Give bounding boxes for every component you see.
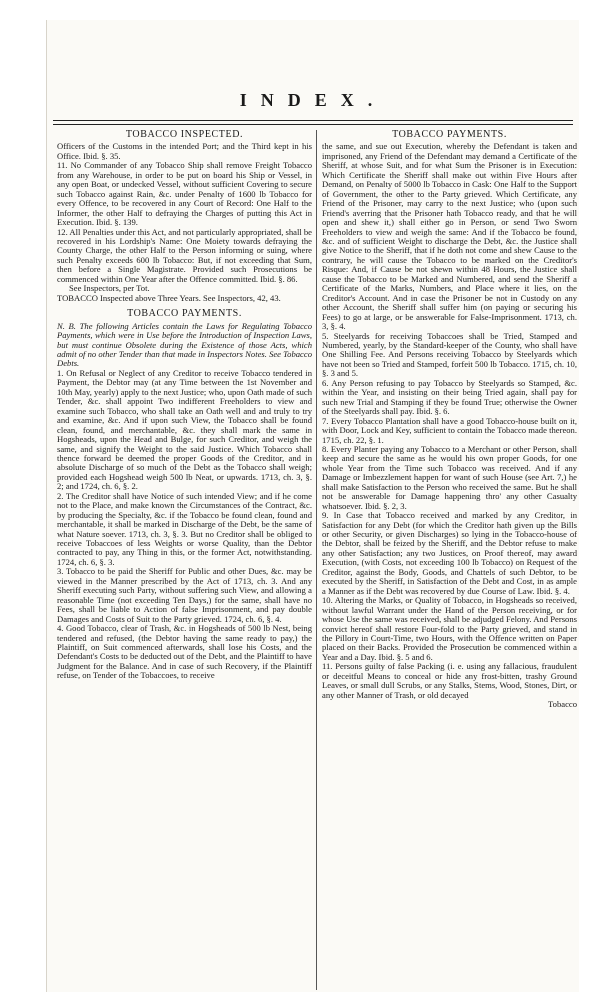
section-heading-tobacco-payments-cont: TOBACCO PAYMENTS. [392,129,507,140]
page-header-title: INDEX. [239,90,387,110]
paragraph: 11. No Commander of any Tobacco Ship shall remove Freight Tobacco from any Warehouse, in order to be put on board his Ship or Vessel, in any open Boat, or undecked Vessel, without sufficient Covering to secure such Tobacco against Rain, &c. under Penalty of 1600 lb Tobacco for every Offence, to be recovered in any Court of Record: One Half to the Informer, the other Half to defraying the Charges of putting this Act in Execution. Ibid. §. 139. [57,160,312,228]
section-heading-tobacco-payments: TOBACCO PAYMENTS. [127,308,242,320]
cross-reference: TOBACCO Inspected above Three Years. See Inspectors, 42, 43. [57,292,281,303]
article-4-continued: the same, and sue out Execution, whereby the Defendant is taken and imprisoned, any Friend of the Defendant may demand a Certificate of the Sheriff, at whose Suit, and for what Sum the Prisoner is in Execution: Which Certificate the Sheriff shall make out within Five Hours after Demand, on Penalty of 5000 lb Tobacco in Cask: One Half to the Support of Government, the other to the Party grieved. Which Certificate, any Friend of the Prisoner, may carry to the next Justice; who (upon such Friend's averring that the Prisoner hath Tobacco ready, and that he will open and shew it,) shall either go in Person, or send Two Sworn Freeholders to view and weigh the same: And if the Tobacco be found, &c. and of sufficient Weight to discharge the Debt, &c. the Justice shall give Notice to the Sheriff, that if he doth not come and shew Cause to the contrary, he will cause the Tobacco to be marked on the Creditor's Risque: And, if Cause be not shewn within 48 Hours, the Justice shall cause the Tobacco to be Marked and Numbered, and send the Sheriff a Certificate of the Marks, Numbers, and Place where it lies, on the Creditor's Account. And in case the Prisoner be not in Custody on any other Account, the Sheriff shall suffer him (on paying or securing his Fees) to go at large, or be answerable for False-Imprisonment. 1713, ch. 3, §. 4. [322,141,577,332]
article-9: 9. In Case that Tobacco received and marked by any Creditor, in Satisfaction for any Debt (for which the Creditor hath given up the Bills or other Security, or given Discharges) so lying in the Tobacco-house of the Debtor, shall be feized by the Sheriff, and the Debtor refuse to make any other Satisfaction; any two Justices, on Proof thereof, may award Execution, (with Costs, not exceeding 100 lb Tobacco) on Request of the Creditor, against the Body, Goods, and Chattels of such Debtor, to be executed by the Sheriff, in Satisfaction of the Debt and Cost, in as ample a Manner as if the Debt was recovered by due Course of Law. Ibid. §. 4. [322,510,577,596]
left-column [57,130,312,681]
article-6: 6. Any Person refusing to pay Tobacco by Steelyards so Stamped, &c. within the Year, and insisting on their being Tried again, shall pay for such new Trial and Stamping if they be found True; otherwise the Owner of the Steelyards shall pay. Ibid. §. 6. [322,377,577,417]
index-page [46,20,579,992]
section-heading-tobacco-inspected: TOBACCO INSPECTED. [125,129,244,140]
paragraph: 12. All Penalties under this Act, and not particularly appropriated, shall be recovered in his Lordship's Name: One Moiety towards defraying the County Charge, the other Half to the Person informing or suing, where such Penalty exceeds 600 lb Tobacco: But, if not exceeding that Sum, then before a Single Magistrate. Provided such Prosecutions be commenced within One Year after the Offence committed. Ibid. §. 86. [57,226,312,284]
right-column [322,130,577,710]
article-10: 10. Altering the Marks, or Quality of Tobacco, in Hogsheads so received, without lawful Warrant under the Hand of the Person receiving, or for whose Use the same was received, shall be adjudged Felony. And Persons convict hereof shall restore Four-fold to the Party grieved, and stand in the Pillory in Court-Time, two Hours, with the Offence written on Paper placed on their Backs. Provided the Prosecution be commenced within a Year and a Day. Ibid. §. 5 and 6. [322,595,577,662]
article-2: 2. The Creditor shall have Notice of such intended View; and if he come not to the Place, and make known the Circumstances of the Contract, &c. by producing the Specialty, &c. if the Tobacco be found clean, found and merchantable, it shall be marked in Discharge of the Debt, be the same of what Nature soever. 1713, ch. 3, §. 3. But no Creditor shall be obliged to receive Tobaccoes of less Weights or worse Quality, than the Debtor contracted to pay, any Thing in this, or the former Act, notwithstanding. 1724, ch. 6, §. 3. [57,490,312,567]
paragraph: Officers of the Customs in the intended Port; and the Third kept in his Office. Ibid. §. 35. [57,141,312,161]
article-5: 5. Steelyards for receiving Tobaccoes shall be Tried, Stamped and Numbered, yearly, by the Standard-keeper of the County, who shall have One Shilling Fee. And Persons receiving Tobacco by Steelyards which have not been so Tried and Stamped, forfeit 500 lb Tobacco. 1715, ch. 10, §. 3 and 5. [322,330,577,379]
article-11: 11. Persons guilty of false Packing (i. e. using any fallacious, fraudulent or deceitful Means to conceal or hide any frost-bitten, trashy Ground Leaves, or small dull Scrubs, or any Stalks, Stems, Wood, Stones, Dirt, or any other Manner of Trash, or old decayed [322,661,577,700]
editorial-note: N. B. The following Articles contain the Laws for Regulating Tobacco Payments, which were in Use before the Introduction of Inspection Laws, but must continue Obsolete during the Existence of those Acts, which admit of no other Tender than that made in Inspectors Notes. See Tobacco Debts. [57,320,312,369]
column-divider [316,130,317,990]
article-1: 1. On Refusal or Neglect of any Creditor to receive Tobacco tendered in Payment, the Debtor may (at any Time between the 1st November and 10th May, yearly) apply to the next Justice; who, upon Oath made of such Tender, &c. shall appoint Two indifferent Freeholders to view and examine such Tobacco, who shall take an Oath well and and truly to try and examine, &c. And if upon such View, the Tobacco shall be found clean, found, and merchantable, &c. they shall mark the same in Hogsheads, upon the Head and Bulge, for such Creditor, and weigh the same, and signify the Weight to the said Justice. Which Tobacco shall thence forward be deemed the proper Goods of the Creditor, and in absolute Discharge of so much of the Debt as the Tobacco shall weigh; provided each Hogshead weigh 500 lb Neat, or upwards. 1713, ch. 3, §. 2; and 1724, ch. 6, §. 2. [57,367,312,492]
cross-reference: See Inspectors, per Tot. [69,283,150,294]
catchword: Tobacco [548,699,577,710]
article-7: 7. Every Tobacco Plantation shall have a good Tobacco-house built on it, with Door, Lock and Key, sufficient to contain the Tobacco made thereon. 1715, ch. 22, §. 1. [322,415,577,445]
header-rule-top [53,120,573,121]
article-4: 4. Good Tobacco, clear of Trash, &c. in Hogsheads of 500 lb Nest, being tendered and refused, (the Debtor having the same ready to pay,) the Plaintiff, on Suit commenced afterwards, shall lose his Costs, and the Defendant's Costs to be deducted out of the Debt, and the Plaintiff to have Judgment for the Balance. And in case of such Recovery, if the Plaintiff refuse, on Tender of the Tobaccoes, to receive [57,623,312,681]
article-8: 8. Every Planter paying any Tobacco to a Merchant or other Person, shall keep and secure the same as he would his own proper Goods, for one whole Year from the Time such Tobacco was received. And if any Damage or Imbezzlement happen for want of such House (see Art. 7,) he shall make Satisfaction to the Person who received the same. But he shall not be answerable for Damage happening thro' any other Casualty whatsoever. Ibid. §. 2, 3. [322,443,577,511]
article-3: 3. Tobacco to be paid the Sheriff for Public and other Dues, &c. may be viewed in the Manner prescribed by the Act of 1713, ch. 3. And any Sheriff executing such Party, without suffering such View, and allowing a reasonable Time (not exceeding Ten Days,) for the same, shall have no Fees, shall be liable to Action of false Imprisonment, and pay double Damages and Costs of Suit to the Party grieved. 1724, ch. 6, §. 4. [57,566,312,624]
header-rule-bottom [53,124,573,125]
